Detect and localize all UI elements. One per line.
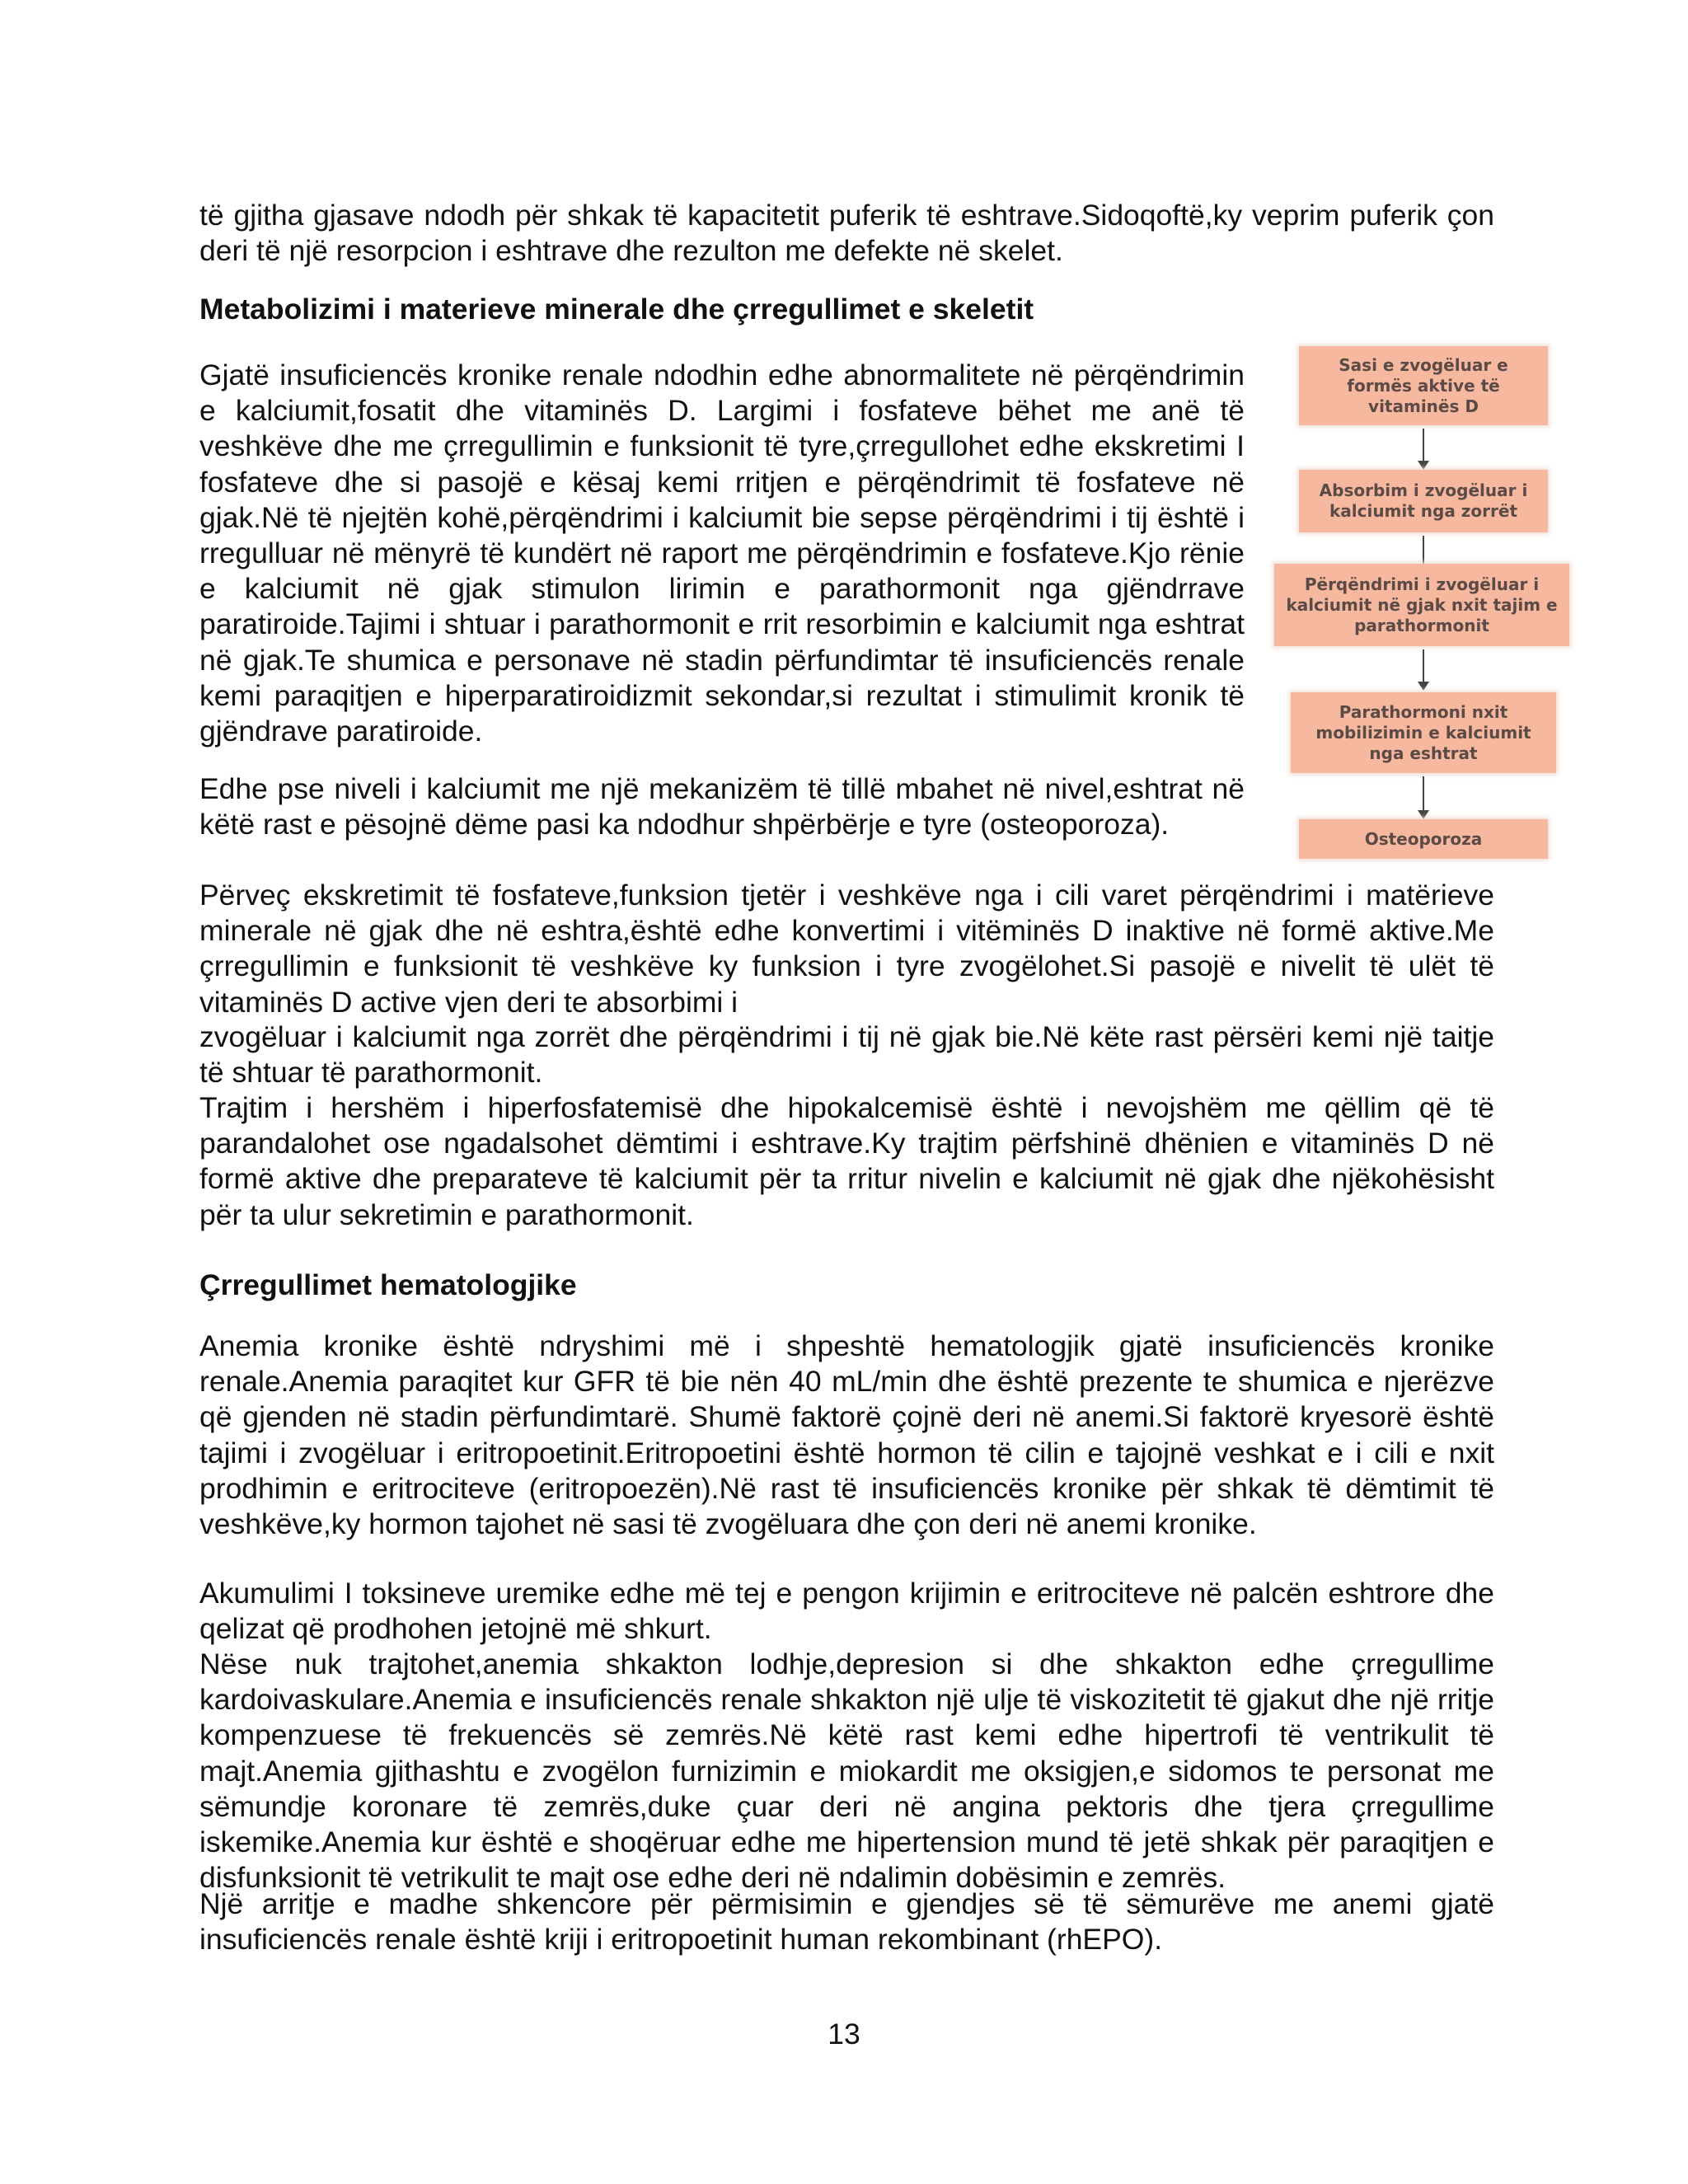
paragraph-anemia-effects: Nëse nuk trajtohet,anemia shkakton lodhje,depresion si dhe shkakton edhe çrregullime kardoivaskulare.Anemia e insuficiencës renale shkakton një ulje të viskozitetit të gjakut dhe një rritje kompenzuese të frekuencës së zemrës.Në këtë rast kemi edhe hipertrofi të ventrikulit të majt.Anemia gjithashtu e zvogëlon furnizimin e miokardit me oksigjen,e sidomos te personat me sëmundje koronare të zemrës,duke çuar deri në angina pektoris dhe tjera çrregullime iskemike.Anemia kur është e shoqëruar edhe me hipertension mund të jetë shkak për paraqitjen e disfunksionit të vetrikulit te majt ose edhe deri në ndalimin dobësimin e zemrës. (199, 1647, 1494, 1895)
intro-paragraph: të gjitha gjasave ndodh për shkak të kapacitetit puferik të eshtrave.Sidoqoftë,ky veprim puferik çon deri të një resorpcion i eshtrave dhe rezulton me defekte në skelet. (199, 199, 1494, 268)
paragraph-mineral-metabolism: Gjatë insuficiencës kronike renale ndodhin edhe abnormalitete në përqëndrimin e kalciumit,fosatit dhe vitaminës D. Largimi i fosfateve bëhet me anë të veshkëve dhe me çrregullimin e funksionit të tyre,çrregullohet edhe ekskretimi I fosfateve dhe si pasojë e kësaj kemi rritjen e përqëndrimit të fosfateve në gjak.Në të njejtën kohë,përqëndrimi i kalciumit bie sepse përqëndrimi i tij është i rregulluar në mënyrë të kundërt në raport me përqëndrimin e fosfateve.Kjo rënie e kalciumit në gjak stimulon lirimin e parathormonit nga gjëndrrave paratiroide.Tajimi i shtuar i parathormonit e rrit resorbimin e kalciumit nga eshtrat në gjak.Te shumica e personave në stadin përfundimtar të insuficiencës renale kemi paraqitjen e hiperparatiroidizmit sekondar,si rezultat i stimulimit kronik të gjëndrave paratiroide. (199, 359, 1245, 748)
paragraph-vitamin-d-continued: zvogëluar i kalciumit nga zorrët dhe përqëndrimi i tij në gjak bie.Në këte rast përsëri kemi një taitje të shtuar të parathormonit. (199, 1020, 1494, 1090)
paragraph-anemia: Anemia kronike është ndryshimi më i shpeshtë hematologjik gjatë insuficiencës kronike renale.Anemia paraqitet kur GFR të bie nën 40 mL/min dhe është prezente te shumica e njerëzve që gjenden në stadin përfundimtarë. Shumë faktorë çojnë deri në anemi.Si faktorë kryesorë është tajimi i zvogëluar i eritropoetinit.Eritropoetini është hormon të cilin e tajojnë veshkat e i cili e nxit prodhimin e eritrociteve (eritropoezën).Në rast të insuficiencës kronike për shkak të dëmtimit të veshkëve,ky hormon tajohet në sasi të zvogëluara dhe çon deri në anemi kronike. (199, 1329, 1494, 1541)
paragraph-treatment: Trajtim i hershëm i hiperfosfatemisë dhe hipokalcemisë është i nevojshëm me qëllim që të parandalohet ose ngadalsohet dëmtimi i eshtrave.Ky trajtim përfshinë dhënien e vitaminës D në formë aktive dhe preparateve të kalciumit për ta rritur nivelin e kalciumit në gjak dhe njëkohësisht për ta ulur sekretimin e parathormonit. (199, 1091, 1494, 1231)
flow-arrow-3 (1423, 649, 1424, 682)
paragraph-rhepo: Një arritje e madhe shkencore për përmisimin e gjendjes së të sëmurëve me anemi gjatë insuficiencës renale është kriji i eritropoetinit human rekombinant (rhEPO). (199, 1887, 1494, 1957)
paragraph-osteoporosis: Edhe pse niveli i kalciumit me një mekanizëm të tillë mbahet në nivel,eshtrat në këtë rast e pësojnë dëme pasi ka ndodhur shpërbërje e tyre (osteoporoza). (199, 772, 1245, 841)
section-heading-hematologic: Çrregullimet hematologjike (199, 1268, 577, 1301)
flow-box-parathormone: Parathormoni nxit mobilizimin e kalciumit nga eshtrat (1291, 692, 1556, 773)
paragraph-uremic-toxins: Akumulimi I toksineve uremike edhe më tej e pengon krijimin e eritrociteve në palcën eshtrore dhe qelizat që prodhohen jetojnë më shkurt. (199, 1577, 1494, 1646)
flow-box-calcium-blood: Përqëndrimi i zvogëluar i kalciumit në gjak nxit tajim e parathormonit (1274, 564, 1569, 646)
osteoporosis-flowchart (1268, 336, 1573, 864)
flow-box-absorption: Absorbim i zvogëluar i kalciumit nga zorrët (1299, 470, 1548, 532)
paragraph-vitamin-d: Përveç ekskretimit të fosfateve,funksion tjetër i veshkëve nga i cili varet përqëndrimi i matërieve minerale në gjak dhe në eshtra,është edhe konvertimi i vitëminës D inaktive në formë aktive.Me çrregullimin e funksionit të veshkëve ky funksion i tyre zvogëlohet.Si pasojë e nivelit të ulët të vitaminës D active vjen deri te absorbimi i (199, 879, 1494, 1019)
flow-arrow-1 (1423, 429, 1424, 462)
flow-arrow-4 (1423, 776, 1424, 811)
flow-box-vitamin-d: Sasi e zvogëluar e formës aktive të vitaminës D (1299, 346, 1548, 425)
page-number: 13 (828, 2018, 860, 2050)
section-heading-minerals: Metabolizimi i materieve minerale dhe çrregullimet e skeletit (199, 293, 1034, 326)
flow-box-osteoporosis: Osteoporoza (1299, 819, 1548, 859)
